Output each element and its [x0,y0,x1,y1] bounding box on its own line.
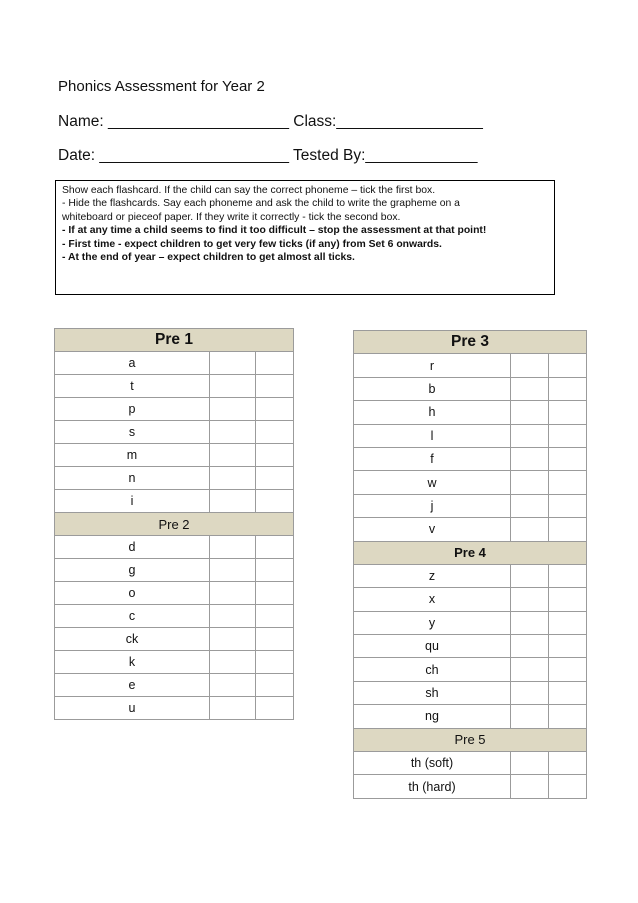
say-tick-box[interactable] [210,352,256,375]
say-tick-box[interactable] [511,564,549,587]
grapheme-cell: r [354,354,511,377]
table-row [354,518,587,541]
section-header-row [354,728,587,751]
table-row [55,375,294,398]
say-tick-box[interactable] [210,582,256,605]
write-tick-box[interactable] [549,681,587,704]
table-row [55,628,294,651]
say-tick-box[interactable] [210,674,256,697]
grapheme-cell: m [55,444,210,467]
write-tick-box[interactable] [256,674,294,697]
write-tick-box[interactable] [549,752,587,775]
write-tick-box[interactable] [256,605,294,628]
table-row [354,588,587,611]
write-tick-box[interactable] [549,401,587,424]
say-tick-box[interactable] [511,681,549,704]
table-row [55,605,294,628]
say-tick-box[interactable] [511,401,549,424]
write-tick-box[interactable] [549,635,587,658]
write-tick-box[interactable] [549,354,587,377]
write-tick-box[interactable] [256,444,294,467]
say-tick-box[interactable] [210,697,256,720]
write-tick-box[interactable] [549,518,587,541]
say-tick-box[interactable] [511,447,549,470]
say-tick-box[interactable] [210,421,256,444]
say-tick-box[interactable] [210,490,256,513]
table-row [55,444,294,467]
grapheme-cell: ch [354,658,511,681]
write-tick-box[interactable] [256,582,294,605]
table-row [55,559,294,582]
write-tick-box[interactable] [256,651,294,674]
grapheme-cell: o [55,582,210,605]
section-header: Pre 3 [354,331,587,354]
write-tick-box[interactable] [256,421,294,444]
grapheme-cell: h [354,401,511,424]
grapheme-cell: j [354,494,511,517]
section-header: Pre 1 [55,329,294,352]
say-tick-box[interactable] [511,377,549,400]
say-tick-box[interactable] [511,424,549,447]
say-tick-box[interactable] [511,775,549,798]
say-tick-box[interactable] [511,635,549,658]
say-tick-box[interactable] [511,354,549,377]
instruction-line: - At the end of year – expect children to get almost all ticks. [62,252,355,264]
write-tick-box[interactable] [549,564,587,587]
grapheme-cell: k [55,651,210,674]
write-tick-box[interactable] [549,775,587,798]
grapheme-cell: l [354,424,511,447]
table-row [55,421,294,444]
instructions-box [55,180,555,295]
write-tick-box[interactable] [549,588,587,611]
say-tick-box[interactable] [210,628,256,651]
table-row [354,775,587,798]
instruction-line: - Hide the flashcards. Say each phoneme and ask the child to write the grapheme on a [62,198,460,210]
write-tick-box[interactable] [549,377,587,400]
say-tick-box[interactable] [511,752,549,775]
table-row [354,377,587,400]
section-header: Pre 2 [55,513,294,536]
grapheme-cell: u [55,697,210,720]
table-row [55,467,294,490]
table-row [354,611,587,634]
table-row [55,674,294,697]
say-tick-box[interactable] [210,375,256,398]
say-tick-box[interactable] [210,398,256,421]
table-row [55,490,294,513]
section-header: Pre 5 [354,728,587,751]
table-row [55,536,294,559]
table-row [354,471,587,494]
grapheme-cell: w [354,471,511,494]
grapheme-cell: ng [354,705,511,728]
grapheme-cell: th (soft) [354,752,511,775]
grapheme-cell: t [55,375,210,398]
grapheme-cell: b [354,377,511,400]
say-tick-box[interactable] [210,467,256,490]
grapheme-cell: a [55,352,210,375]
grapheme-cell: n [55,467,210,490]
say-tick-box[interactable] [511,494,549,517]
grapheme-cell: qu [354,635,511,658]
name-class-line[interactable]: Name: _____________________ Class:_________________ [58,113,483,130]
date-tested-by-line[interactable]: Date: ______________________ Tested By:_____________ [58,147,478,164]
section-header-row [354,331,587,354]
grapheme-cell: c [55,605,210,628]
grapheme-cell: y [354,611,511,634]
grapheme-cell: x [354,588,511,611]
write-tick-box[interactable] [256,467,294,490]
say-tick-box[interactable] [511,611,549,634]
grapheme-cell: s [55,421,210,444]
section-header-row [55,329,294,352]
write-tick-box[interactable] [256,536,294,559]
instruction-line: whiteboard or pieceof paper. If they write it correctly - tick the second box. [62,211,401,223]
write-tick-box[interactable] [549,471,587,494]
table-row [354,681,587,704]
table-row [354,658,587,681]
write-tick-box[interactable] [256,398,294,421]
grapheme-cell: p [55,398,210,421]
grapheme-cell: e [55,674,210,697]
grapheme-cell: i [55,490,210,513]
say-tick-box[interactable] [210,559,256,582]
say-tick-box[interactable] [210,651,256,674]
write-tick-box[interactable] [549,447,587,470]
write-tick-box[interactable] [549,424,587,447]
page-title: Phonics Assessment for Year 2 [58,78,265,95]
assessment-table-right [353,330,587,799]
table-row [354,447,587,470]
say-tick-box[interactable] [511,518,549,541]
grapheme-cell: f [354,447,511,470]
write-tick-box[interactable] [549,705,587,728]
table-row [354,494,587,517]
instruction-line: - First time - expect children to get very few ticks (if any) from Set 6 onwards. [62,238,442,250]
write-tick-box[interactable] [256,375,294,398]
write-tick-box[interactable] [256,490,294,513]
write-tick-box[interactable] [256,559,294,582]
table-row [55,697,294,720]
assessment-table-left [54,328,294,720]
write-tick-box[interactable] [256,352,294,375]
say-tick-box[interactable] [511,658,549,681]
grapheme-cell: sh [354,681,511,704]
table-row [354,354,587,377]
section-header: Pre 4 [354,541,587,564]
table-row [55,352,294,375]
section-header-row [55,513,294,536]
write-tick-box[interactable] [256,697,294,720]
table-row [354,401,587,424]
say-tick-box[interactable] [210,444,256,467]
write-tick-box[interactable] [256,628,294,651]
grapheme-cell: g [55,559,210,582]
instruction-line: - If at any time a child seems to find it too difficult – stop the assessment at that point! [62,225,487,237]
table-row [55,651,294,674]
instruction-line: Show each flashcard. If the child can say the correct phoneme – tick the first box. [62,185,436,196]
say-tick-box[interactable] [511,588,549,611]
grapheme-cell: d [55,536,210,559]
say-tick-box[interactable] [511,471,549,494]
grapheme-cell: v [354,518,511,541]
say-tick-box[interactable] [210,536,256,559]
table-row [354,424,587,447]
write-tick-box[interactable] [549,611,587,634]
table-row [55,582,294,605]
grapheme-cell: z [354,564,511,587]
grapheme-cell: th (hard) [354,775,511,798]
table-row [55,398,294,421]
write-tick-box[interactable] [549,658,587,681]
table-row [354,705,587,728]
grapheme-cell: ck [55,628,210,651]
table-row [354,564,587,587]
say-tick-box[interactable] [210,605,256,628]
say-tick-box[interactable] [511,705,549,728]
section-header-row [354,541,587,564]
table-row [354,752,587,775]
write-tick-box[interactable] [549,494,587,517]
table-row [354,635,587,658]
